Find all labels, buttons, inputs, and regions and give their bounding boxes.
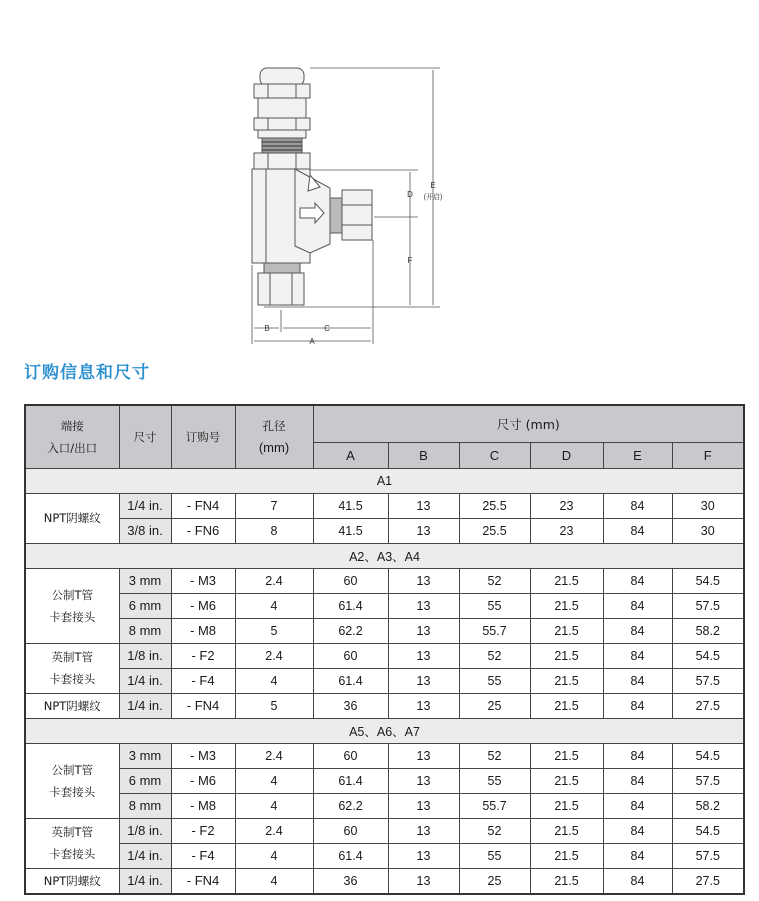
dim-c-cell: 25.5 xyxy=(459,493,530,518)
dim-c-cell: 25 xyxy=(459,868,530,894)
header-dim-b: B xyxy=(388,442,459,468)
header-dim-d: D xyxy=(530,442,603,468)
bore-cell: 2.4 xyxy=(235,568,313,593)
bore-cell: 4 xyxy=(235,593,313,618)
ordering-dimensions-table xyxy=(24,404,745,895)
size-cell: 1/4 in. xyxy=(119,868,171,894)
dim-e-cell: 84 xyxy=(603,793,672,818)
header-size: 尺寸 xyxy=(119,405,171,468)
size-cell: 8 mm xyxy=(119,618,171,643)
group-band-a2-a4: A2、A3、A4 xyxy=(25,543,744,568)
dim-a-cell: 36 xyxy=(313,868,388,894)
size-cell: 3/8 in. xyxy=(119,518,171,543)
dim-e-cell: 84 xyxy=(603,693,672,718)
dim-c-cell: 25 xyxy=(459,693,530,718)
table-row xyxy=(25,793,744,818)
order-cell: - F4 xyxy=(171,668,235,693)
table-row xyxy=(25,743,744,768)
diagram-label-c: C xyxy=(324,324,330,333)
dim-b-cell: 13 xyxy=(388,818,459,843)
table-row xyxy=(25,843,744,868)
dim-c-cell: 55 xyxy=(459,843,530,868)
dim-e-cell: 84 xyxy=(603,668,672,693)
dim-e-cell: 84 xyxy=(603,593,672,618)
size-cell: 3 mm xyxy=(119,568,171,593)
bore-cell: 4 xyxy=(235,868,313,894)
size-cell: 6 mm xyxy=(119,593,171,618)
dim-e-cell: 84 xyxy=(603,518,672,543)
table-row xyxy=(25,518,744,543)
dim-e-cell: 84 xyxy=(603,868,672,894)
dim-d-cell: 21.5 xyxy=(530,593,603,618)
order-cell: - F2 xyxy=(171,818,235,843)
diagram-label-a: A xyxy=(309,337,315,346)
connection-cell: 公制T管 卡套接头 xyxy=(25,568,119,643)
header-connection: 端接 入口/出口 xyxy=(25,405,119,468)
dim-b-cell: 13 xyxy=(388,518,459,543)
size-cell: 1/4 in. xyxy=(119,668,171,693)
connection-cell: 英制T管 卡套接头 xyxy=(25,643,119,693)
dim-d-cell: 21.5 xyxy=(530,818,603,843)
dim-a-cell: 36 xyxy=(313,693,388,718)
header-dim-f: F xyxy=(672,442,744,468)
table-row xyxy=(25,568,744,593)
dim-a-cell: 41.5 xyxy=(313,493,388,518)
order-cell: - M3 xyxy=(171,568,235,593)
dim-b-cell: 13 xyxy=(388,743,459,768)
size-cell: 1/8 in. xyxy=(119,643,171,668)
size-cell: 1/8 in. xyxy=(119,818,171,843)
dim-c-cell: 55.7 xyxy=(459,793,530,818)
connection-cell: NPT阴螺纹 xyxy=(25,693,119,718)
table-row xyxy=(25,593,744,618)
table-row xyxy=(25,668,744,693)
dim-e-cell: 84 xyxy=(603,768,672,793)
dim-c-cell: 55 xyxy=(459,668,530,693)
dim-a-cell: 60 xyxy=(313,818,388,843)
dim-c-cell: 25.5 xyxy=(459,518,530,543)
dim-e-cell: 84 xyxy=(603,618,672,643)
bore-cell: 2.4 xyxy=(235,643,313,668)
dim-c-cell: 52 xyxy=(459,743,530,768)
dim-a-cell: 60 xyxy=(313,568,388,593)
dim-d-cell: 21.5 xyxy=(530,768,603,793)
dim-e-cell: 84 xyxy=(603,643,672,668)
dim-f-cell: 58.2 xyxy=(672,793,744,818)
dim-f-cell: 57.5 xyxy=(672,768,744,793)
dim-a-cell: 61.4 xyxy=(313,843,388,868)
bore-cell: 4 xyxy=(235,768,313,793)
dim-f-cell: 54.5 xyxy=(672,743,744,768)
dim-c-cell: 52 xyxy=(459,818,530,843)
dim-e-cell: 84 xyxy=(603,843,672,868)
connection-cell: NPT阴螺纹 xyxy=(25,493,119,543)
dim-f-cell: 54.5 xyxy=(672,643,744,668)
dim-a-cell: 61.4 xyxy=(313,768,388,793)
section-title: 订购信息和尺寸 xyxy=(24,363,150,383)
dim-b-cell: 13 xyxy=(388,568,459,593)
dim-d-cell: 21.5 xyxy=(530,668,603,693)
header-bore: 孔径 (mm) xyxy=(235,405,313,468)
order-cell: - M3 xyxy=(171,743,235,768)
order-cell: - FN6 xyxy=(171,518,235,543)
diagram-label-b: B xyxy=(264,324,270,333)
header-order-no: 订购号 xyxy=(171,405,235,468)
diagram-label-e-note: (开启) xyxy=(423,194,443,201)
dim-c-cell: 52 xyxy=(459,643,530,668)
dim-a-cell: 61.4 xyxy=(313,593,388,618)
dim-b-cell: 13 xyxy=(388,593,459,618)
dim-a-cell: 60 xyxy=(313,643,388,668)
table-row xyxy=(25,768,744,793)
dim-d-cell: 21.5 xyxy=(530,643,603,668)
dim-a-cell: 62.2 xyxy=(313,618,388,643)
dim-d-cell: 21.5 xyxy=(530,568,603,593)
dim-d-cell: 21.5 xyxy=(530,868,603,894)
dim-b-cell: 13 xyxy=(388,668,459,693)
bore-cell: 5 xyxy=(235,693,313,718)
bore-cell: 2.4 xyxy=(235,818,313,843)
valve-dimension-diagram xyxy=(240,60,460,350)
dim-c-cell: 55.7 xyxy=(459,618,530,643)
group-band-a5-a7: A5、A6、A7 xyxy=(25,718,744,743)
table-row xyxy=(25,868,744,894)
dim-f-cell: 54.5 xyxy=(672,818,744,843)
table-row xyxy=(25,493,744,518)
size-cell: 8 mm xyxy=(119,793,171,818)
connection-cell: 公制T管 卡套接头 xyxy=(25,743,119,818)
dim-f-cell: 27.5 xyxy=(672,868,744,894)
dim-a-cell: 62.2 xyxy=(313,793,388,818)
size-cell: 3 mm xyxy=(119,743,171,768)
size-cell: 1/4 in. xyxy=(119,493,171,518)
table-row xyxy=(25,693,744,718)
header-dim-e: E xyxy=(603,442,672,468)
bore-cell: 4 xyxy=(235,793,313,818)
header-dim-a: A xyxy=(313,442,388,468)
dim-e-cell: 84 xyxy=(603,493,672,518)
dim-d-cell: 23 xyxy=(530,518,603,543)
bore-cell: 8 xyxy=(235,518,313,543)
table-row xyxy=(25,818,744,843)
bore-cell: 5 xyxy=(235,618,313,643)
dim-b-cell: 13 xyxy=(388,643,459,668)
dim-b-cell: 13 xyxy=(388,493,459,518)
dim-e-cell: 84 xyxy=(603,818,672,843)
diagram-label-d: D xyxy=(407,190,413,199)
dim-b-cell: 13 xyxy=(388,793,459,818)
dim-b-cell: 13 xyxy=(388,868,459,894)
dim-b-cell: 13 xyxy=(388,843,459,868)
bore-cell: 7 xyxy=(235,493,313,518)
order-cell: - F2 xyxy=(171,643,235,668)
table-row xyxy=(25,643,744,668)
bore-cell: 2.4 xyxy=(235,743,313,768)
dim-f-cell: 27.5 xyxy=(672,693,744,718)
dim-d-cell: 23 xyxy=(530,493,603,518)
order-cell: - M6 xyxy=(171,768,235,793)
order-cell: - F4 xyxy=(171,843,235,868)
dim-f-cell: 30 xyxy=(672,518,744,543)
dim-f-cell: 57.5 xyxy=(672,843,744,868)
dim-a-cell: 61.4 xyxy=(313,668,388,693)
dim-b-cell: 13 xyxy=(388,618,459,643)
order-cell: - M8 xyxy=(171,793,235,818)
connection-cell: 英制T管 卡套接头 xyxy=(25,818,119,868)
header-dimensions: 尺寸 (mm) xyxy=(313,405,744,442)
dim-a-cell: 60 xyxy=(313,743,388,768)
dim-e-cell: 84 xyxy=(603,743,672,768)
diagram-label-f: F xyxy=(407,256,413,265)
connection-cell: NPT阴螺纹 xyxy=(25,868,119,894)
dim-f-cell: 58.2 xyxy=(672,618,744,643)
dim-d-cell: 21.5 xyxy=(530,843,603,868)
order-cell: - FN4 xyxy=(171,693,235,718)
header-dim-c: C xyxy=(459,442,530,468)
dim-d-cell: 21.5 xyxy=(530,793,603,818)
size-cell: 6 mm xyxy=(119,768,171,793)
order-cell: - FN4 xyxy=(171,868,235,894)
diagram-label-e: E xyxy=(430,181,436,190)
table-row xyxy=(25,618,744,643)
size-cell: 1/4 in. xyxy=(119,693,171,718)
dim-a-cell: 41.5 xyxy=(313,518,388,543)
dim-d-cell: 21.5 xyxy=(530,693,603,718)
dim-b-cell: 13 xyxy=(388,693,459,718)
dim-f-cell: 57.5 xyxy=(672,668,744,693)
dim-d-cell: 21.5 xyxy=(530,618,603,643)
bore-cell: 4 xyxy=(235,668,313,693)
dim-c-cell: 52 xyxy=(459,568,530,593)
size-cell: 1/4 in. xyxy=(119,843,171,868)
dim-d-cell: 21.5 xyxy=(530,743,603,768)
dim-f-cell: 30 xyxy=(672,493,744,518)
dim-c-cell: 55 xyxy=(459,768,530,793)
dim-b-cell: 13 xyxy=(388,768,459,793)
order-cell: - M6 xyxy=(171,593,235,618)
dim-c-cell: 55 xyxy=(459,593,530,618)
order-cell: - M8 xyxy=(171,618,235,643)
dim-f-cell: 54.5 xyxy=(672,568,744,593)
bore-cell: 4 xyxy=(235,843,313,868)
group-band-a1: A1 xyxy=(25,468,744,493)
dim-e-cell: 84 xyxy=(603,568,672,593)
dim-f-cell: 57.5 xyxy=(672,593,744,618)
order-cell: - FN4 xyxy=(171,493,235,518)
